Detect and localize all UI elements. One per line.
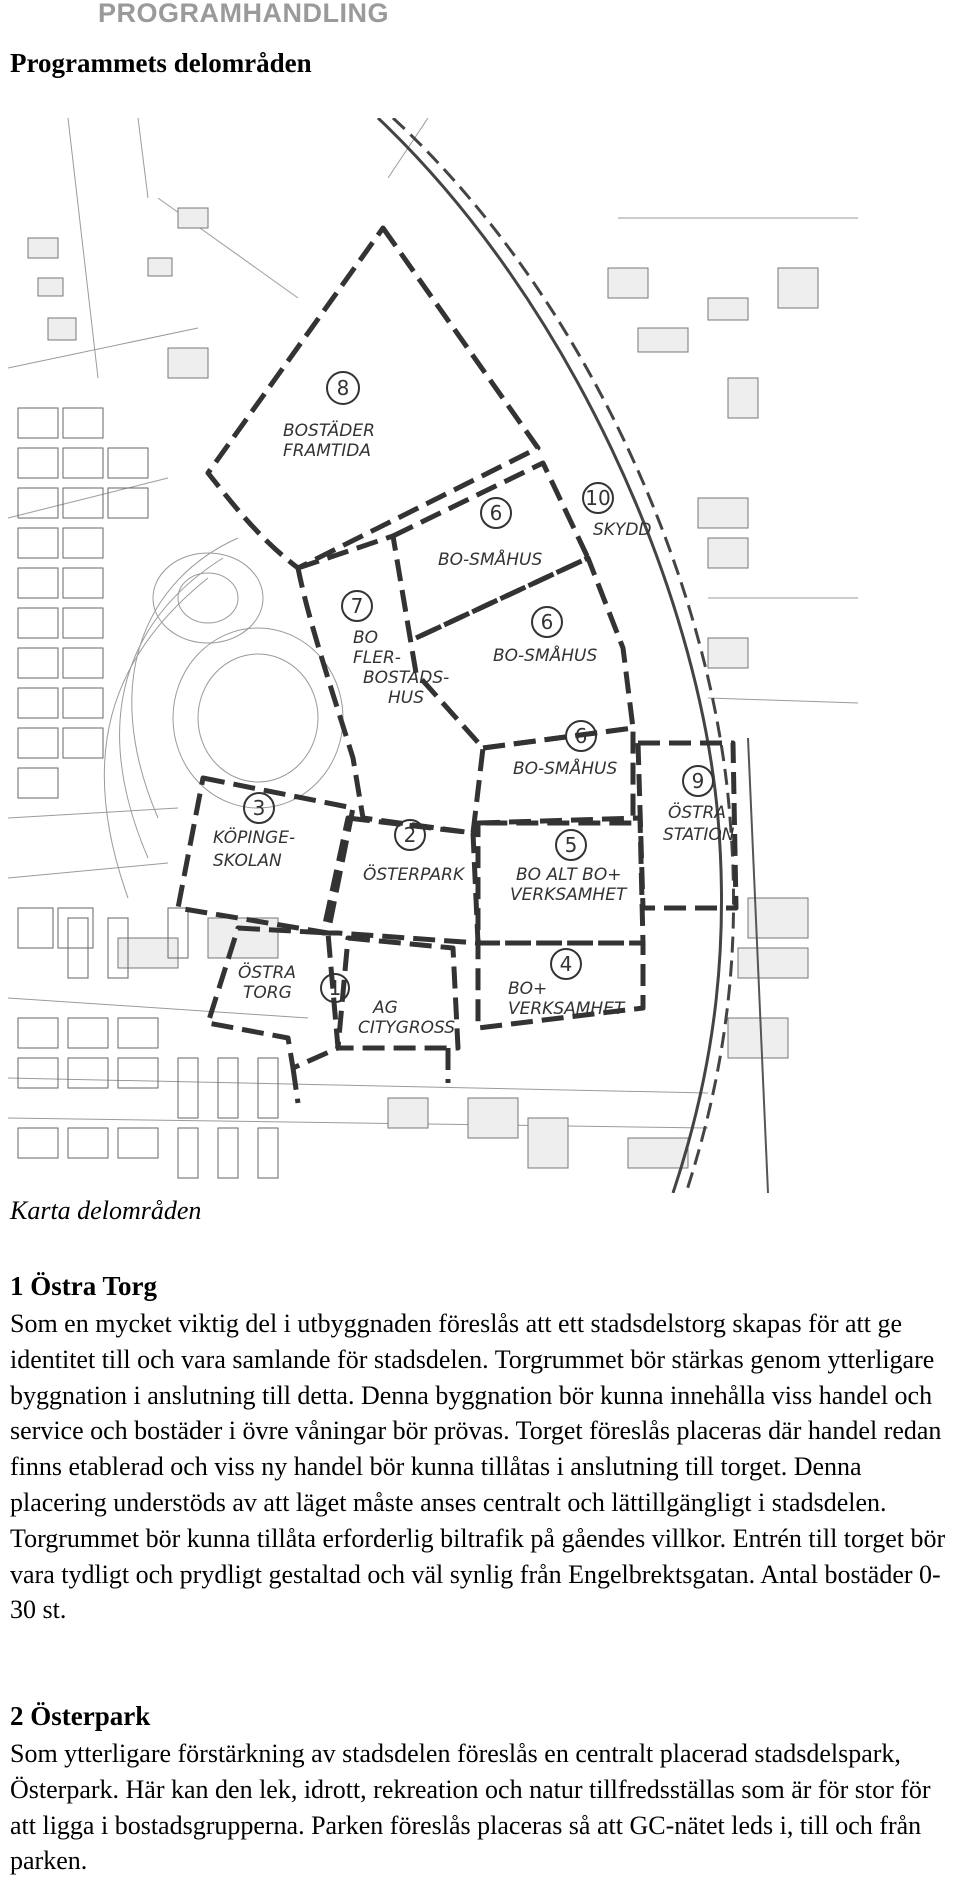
- zone-4-number: 4: [559, 952, 573, 976]
- running-header: PROGRAMHANDLING: [98, 0, 389, 28]
- citygross-label-1: AG: [373, 998, 398, 1018]
- zone-6b-label: BO-SMÅHUS: [493, 646, 598, 666]
- zone-8-number: 8: [336, 376, 350, 400]
- zone-5-number: 5: [564, 833, 578, 857]
- zone-5-label-1: BO ALT BO+: [516, 865, 622, 885]
- section-ostra-torg: [10, 1268, 960, 1628]
- zone-9-label-1: ÖSTRA: [668, 803, 726, 823]
- zone-4-label-2: VERKSAMHET: [508, 999, 625, 1019]
- zone-3-label-2: SKOLAN: [213, 851, 282, 871]
- map-caption: Karta delområden: [10, 1196, 202, 1225]
- section-osterpark: [10, 1698, 960, 1879]
- zone-6a-label: BO-SMÅHUS: [438, 550, 543, 570]
- zone-5-label-2: VERKSAMHET: [510, 885, 627, 905]
- zone-3-label-1: KÖPINGE-: [213, 828, 296, 848]
- section-heading: 1 Östra Torg: [10, 1271, 158, 1301]
- zone-6b-number: 6: [540, 610, 554, 634]
- zone-8-label-2: FRAMTIDA: [283, 441, 372, 461]
- zone-4-label-1: BO+: [508, 979, 548, 999]
- zone-7-number: 7: [350, 594, 364, 618]
- zone-10-number: 10: [585, 486, 611, 510]
- zone-7-label-3: BOSTADS-: [363, 668, 450, 688]
- section-body: Som ytterligare förstärkning av stadsdelen föreslås en centralt placerad stadsdelspark, Österpark. Här kan den lek, idrott, rekreation och natur tillfredsställas som är för stor för att ligga i bostadsgrupperna. Parken föreslås placeras så att GC-nätet leds i, till och från parken.: [10, 1739, 931, 1876]
- zone-6c-number: 6: [574, 724, 588, 748]
- page-title: Programmets delområden: [10, 48, 312, 78]
- zone-1-number: 1: [328, 976, 342, 1000]
- zone-8-label-1: BOSTÄDER: [283, 421, 375, 441]
- zone-7-label-4: HUS: [388, 688, 425, 708]
- zone-7-label-1: BO: [353, 628, 379, 648]
- zone-2-number: 2: [403, 823, 417, 847]
- citygross-label-2: CITYGROSS: [358, 1018, 455, 1038]
- zone-1-label-1: ÖSTRA: [238, 963, 296, 983]
- section-heading: 2 Österpark: [10, 1701, 151, 1731]
- zone-2-label: ÖSTERPARK: [363, 865, 465, 885]
- zone-6c-label: BO-SMÅHUS: [513, 759, 618, 779]
- zone-6a-number: 6: [489, 501, 503, 525]
- zone-map-drawing: [8, 118, 858, 1193]
- zone-1-label-2: TORG: [243, 983, 292, 1003]
- section-body: Som en mycket viktig del i utbyggnaden föreslås att ett stadsdelstorg skapas för att ge identitet till och vara samlande för stadsdelen. Torgrummet bör stärkas genom ytterligare byggnation i anslutning till detta. Denna byggnation bör kunna innehålla viss handel och service och bostäder i övre våningar bör prövas. Torget föreslås placeras där handel redan finns etablerad och viss ny handel bör kunna tillåtas i anslutning till torget. Denna placering understöds av att läget måste anses centralt och lättillgängligt i stadsdelen. Torgrummet bör kunna tillåta erforderlig biltrafik på gåendes villkor. Entrén till torget bör vara tydligt och prydligt gestaltad och väl synlig från Engelbrektsgatan. Antal bostäder 0-30 st.: [10, 1309, 946, 1625]
- zone-9-label-2: STATION: [663, 825, 735, 845]
- zone-3-number: 3: [252, 796, 266, 820]
- zone-9-number: 9: [691, 769, 705, 793]
- zone-map: [8, 118, 858, 1193]
- zone-10-label: SKYDD: [593, 520, 652, 540]
- zone-7-label-2: FLER-: [353, 648, 401, 668]
